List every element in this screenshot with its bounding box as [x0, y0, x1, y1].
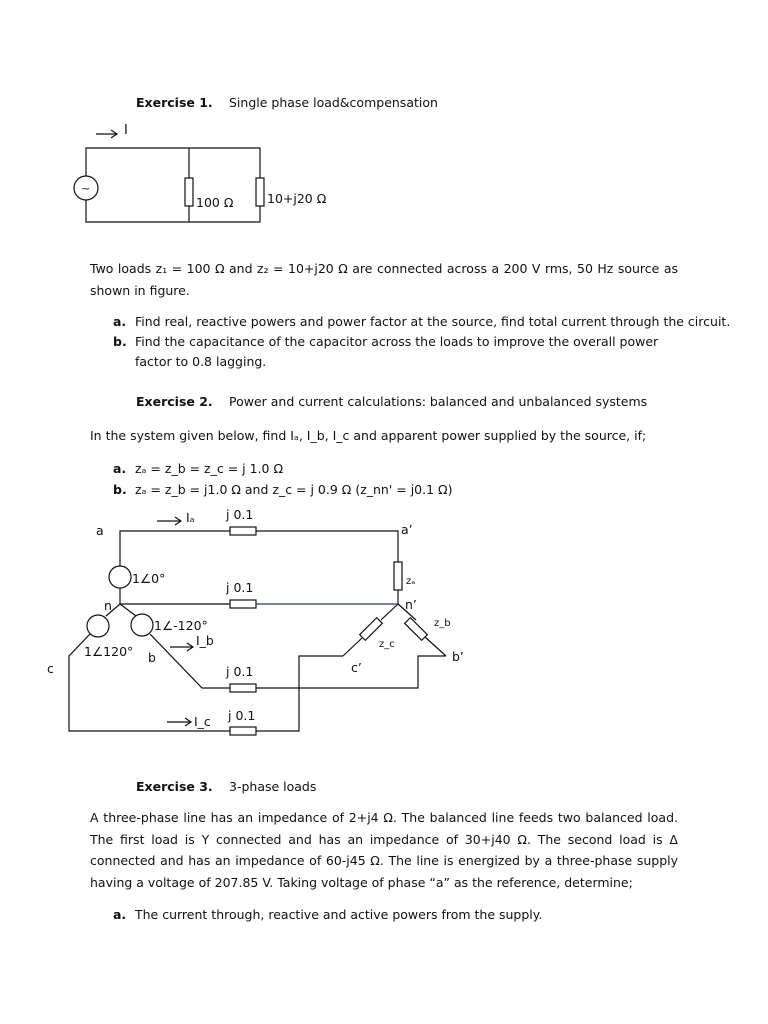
- za-label: zₐ: [406, 576, 416, 587]
- exercise-3-item-a: [113, 905, 678, 925]
- node-a-prime-label: a’: [401, 522, 413, 537]
- exercise-1-item-b: [113, 332, 678, 372]
- ic-label: I_c: [194, 714, 211, 729]
- line-b-impedance-value: j 0.1: [226, 664, 254, 679]
- line-b-left: [150, 634, 230, 688]
- item-label: a.: [113, 907, 127, 922]
- za-load-icon: [394, 562, 402, 590]
- source-a-icon: [109, 566, 131, 588]
- resistor-100-icon: [185, 178, 193, 206]
- node-c-label: c: [47, 661, 54, 676]
- source-c-icon: [87, 615, 109, 637]
- item-label: b.: [113, 482, 127, 497]
- source-b-value: 1∠-120°: [154, 618, 208, 633]
- exercise-1-body: Two loads z₁ = 100 Ω and z₂ = 10+j20 Ω are connected across a 200 V rms, 50 Hz source as shown in figure.: [90, 261, 678, 298]
- line-c-impedance-icon: [230, 727, 256, 735]
- line-a-left: [120, 531, 230, 566]
- exercise-2-item-b: [113, 480, 678, 500]
- ia-label: Iₐ: [186, 510, 195, 525]
- item-text: The current through, reactive and active powers from the supply.: [135, 907, 543, 922]
- zb-label: z_b: [434, 618, 451, 629]
- exercise-2-item-a: [113, 459, 678, 479]
- zc-load-icon: [360, 618, 383, 641]
- exercise-2-body: In the system given below, find Iₐ, I_b, I_c and apparent power supplied by the source, if;: [90, 428, 647, 443]
- single-phase-circuit-diagram: [60, 118, 360, 228]
- item-label: b.: [113, 334, 127, 349]
- node-a-label: a: [96, 523, 104, 538]
- item-label: a.: [113, 314, 127, 329]
- ib-label: I_b: [196, 633, 214, 648]
- node-n-prime-label: n’: [405, 597, 417, 612]
- line-a-right: [256, 531, 398, 562]
- item-text: Find the capacitance of the capacitor across the loads to improve the overall power factor to 0.8 lagging.: [135, 334, 659, 369]
- n-to-source-b: [120, 604, 136, 616]
- item-text: zₐ = z_b = j1.0 Ω and z_c = j 0.9 Ω (z_nn' = j0.1 Ω): [135, 482, 453, 497]
- node-b-label: b: [148, 650, 156, 665]
- node-c-prime-label: c’: [351, 660, 362, 675]
- neutral-impedance-value: j 0.1: [226, 580, 254, 595]
- line-a-impedance-value: j 0.1: [226, 507, 254, 522]
- exercise-3-title: 3-phase loads: [229, 779, 317, 794]
- neutral-impedance-icon: [230, 600, 256, 608]
- exercise-1-heading: Exercise 1.: [136, 95, 213, 110]
- source-b-icon: [131, 614, 153, 636]
- exercise-2-heading: Exercise 2.: [136, 394, 213, 409]
- bottom-wire: [86, 200, 260, 222]
- exercise-1-item-a: [113, 312, 731, 332]
- zb-load-icon: [405, 618, 428, 641]
- r2-label: 10+j20 Ω: [267, 191, 327, 206]
- line-c-right: [256, 656, 343, 731]
- r1-label: 100 Ω: [196, 195, 234, 210]
- top-wire: [86, 148, 260, 178]
- exercise-3-body: A three-phase line has an impedance of 2+j4 Ω. The balanced line feeds two balanced load. The first load is Y connected and has an impedance of 30+j40 Ω. The second load is Δ connected and has an impedance of 60-j45 Ω. The line is energized by a three-phase supply having a voltage of 207.85 V. Taking voltage of phase “a” as the reference, determine;: [90, 810, 678, 890]
- source-c-value: 1∠120°: [84, 644, 134, 659]
- three-phase-circuit-diagram: [40, 505, 480, 750]
- line-a-impedance-icon: [230, 527, 256, 535]
- item-label: a.: [113, 461, 127, 476]
- zc-upper-wire: [381, 604, 398, 620]
- zc-lower-wire: [343, 638, 362, 656]
- current-label: I: [124, 123, 128, 138]
- line-b-impedance-icon: [230, 684, 256, 692]
- ac-source-symbol: ~: [81, 182, 91, 195]
- node-n-label: n: [104, 598, 112, 613]
- node-b-prime-label: b’: [452, 649, 464, 664]
- exercise-1-title: Single phase load&compensation: [229, 95, 438, 110]
- source-a-value: 1∠0°: [132, 571, 166, 586]
- exercise-3-heading: Exercise 3.: [136, 779, 213, 794]
- line-c-impedance-value: j 0.1: [228, 708, 256, 723]
- item-text: zₐ = z_b = z_c = j 1.0 Ω: [135, 461, 283, 476]
- zb-lower-wire: [425, 637, 446, 656]
- item-text: Find real, reactive powers and power factor at the source, find total current through the circuit.: [135, 314, 731, 329]
- exercise-2-title: Power and current calculations: balanced and unbalanced systems: [229, 394, 648, 409]
- impedance-z2-icon: [256, 178, 264, 206]
- zc-label: z_c: [379, 639, 395, 650]
